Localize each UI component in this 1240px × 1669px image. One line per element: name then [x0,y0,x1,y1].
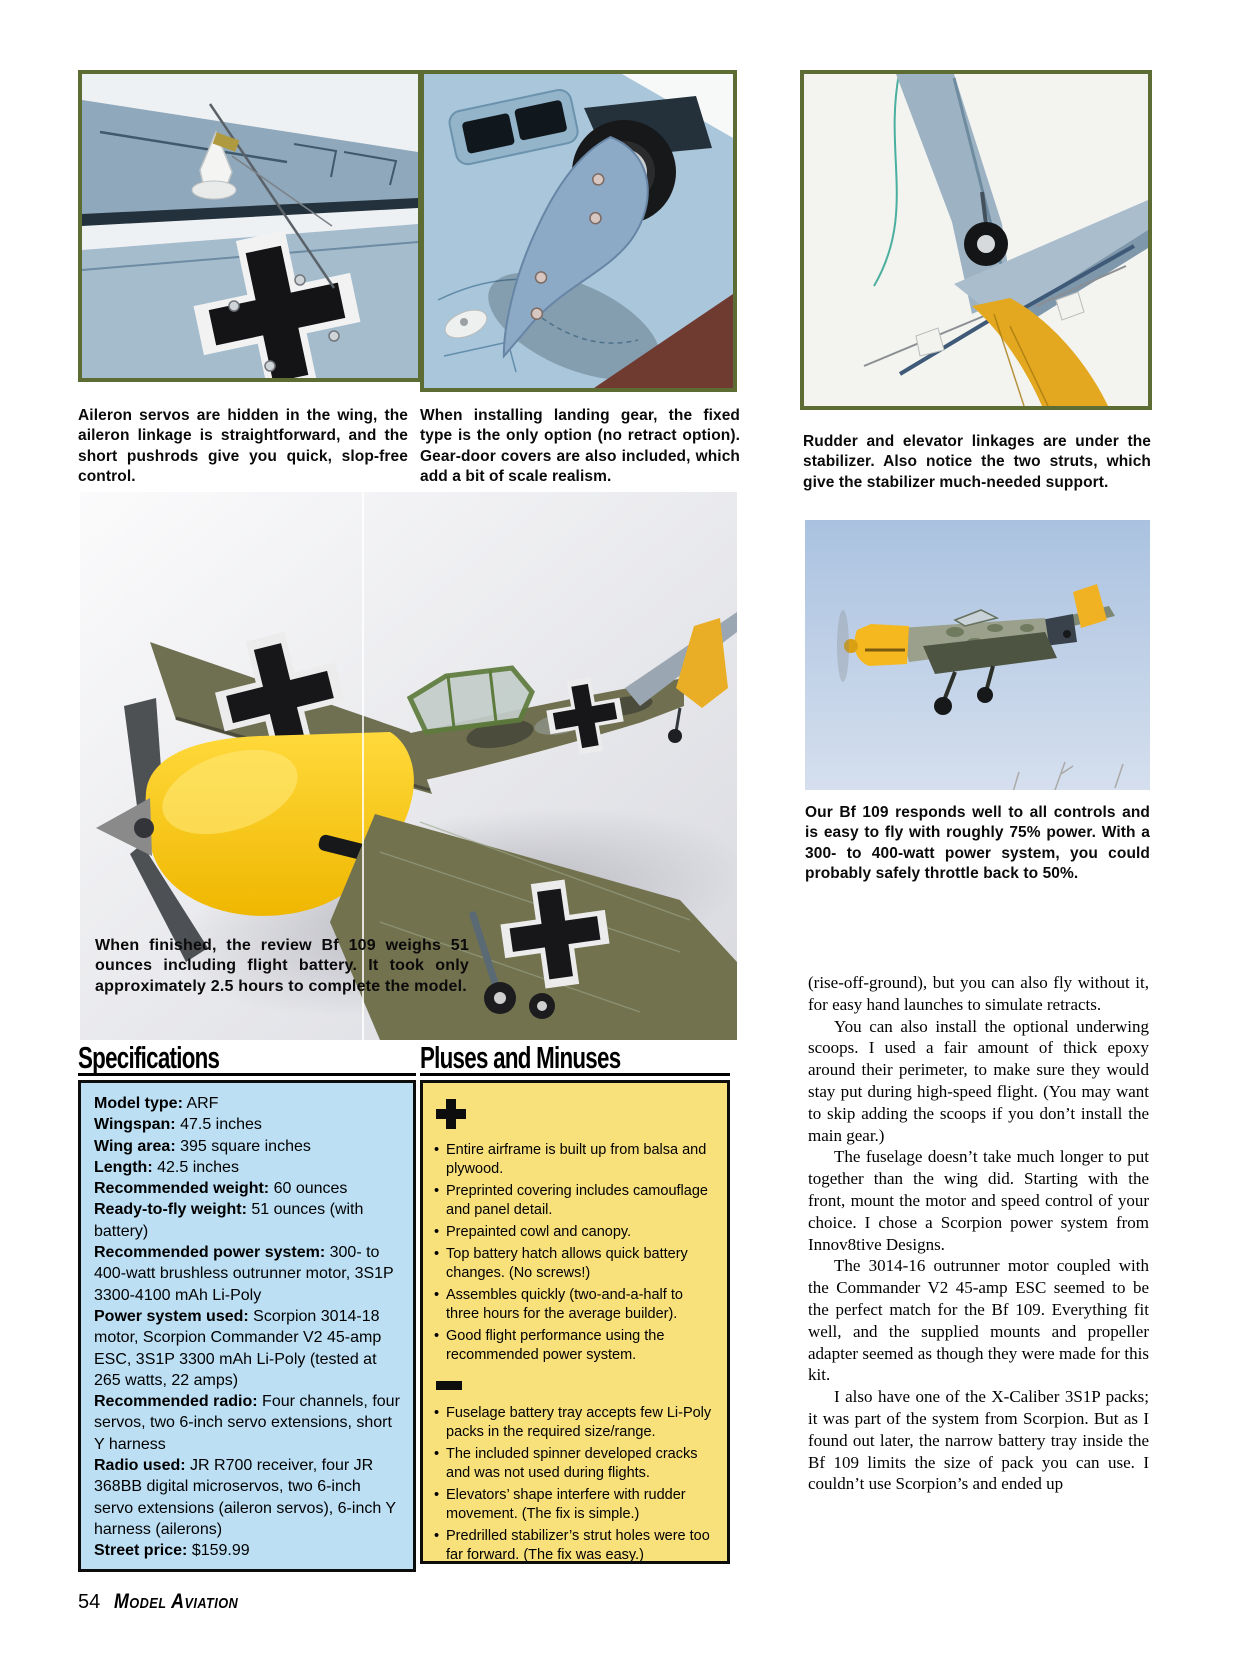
bullet-icon: • [434,1328,440,1344]
minus-item: • Fuselage battery tray accepts few Li-Poly packs in the required size/range. [434,1405,712,1440]
spec-row: Wing area: 395 square inches [94,1137,311,1155]
minus-item: • The included spinner developed cracks and was not used during flights. [434,1446,698,1481]
aileron-servo-photo-art [82,74,418,378]
minus-item: • Predrilled stabilizer’s strut holes were too far forward. (The fix was easy.) [434,1528,710,1563]
specifications-heading-text: Specifications [78,1040,220,1075]
plus-item: • Good flight performance using the recommended power system. [434,1328,665,1363]
aileron-servo-photo [78,70,422,382]
spec-label: Recommended power system: [94,1244,326,1262]
specifications-heading [78,1040,416,1076]
spec-label: Street price: [94,1542,188,1560]
spec-label: Recommended weight: [94,1180,270,1198]
spec-row: Recommended radio: Four channels, four servos, two 6-inch servo extensions, short Y harness [94,1393,400,1453]
flight-photo-caption: Our Bf 109 responds well to all controls and is easy to fly with roughly 75% power. With a 300- to 400-watt power system, you could probably safely throttle back to 50%. [805,804,1150,883]
bullet-icon: • [434,1405,440,1421]
pluses-minuses-heading-text: Pluses and Minuses [420,1040,621,1075]
spec-label: Length: [94,1158,153,1176]
plus-item: • Preprinted covering includes camouflage and panel detail. [434,1183,708,1218]
bullet-icon: • [434,1183,440,1199]
magazine-logo: Model Aviation [114,1590,239,1613]
pluses-minuses-heading [420,1040,730,1076]
aileron-photo-caption: Aileron servos are hidden in the wing, the aileron linkage is straightforward, and the short pushrods give you quick, slop-free control. [78,407,408,486]
bullet-icon: • [434,1528,440,1544]
spec-row: Power system used: Scorpion 3014-18 motor, Scorpion Commander V2 45-amp ESC, 3S1P 3300 mAh Li-Poly (tested at 265 watts, 22 amps) [94,1307,382,1389]
spec-row: Street price: $159.99 [94,1542,250,1560]
pluses-list [434,1141,718,1365]
bullet-icon: • [434,1142,440,1158]
article-paragraph: (rise-off-ground), but you can also fly without it, for easy hand launches to simulate retracts. [808,973,1149,1014]
spec-row: Radio used: JR R700 receiver, four JR 368BB digital microservos, two 6-inch servo extensions (aileron servos), 6-inch Y harness (ailerons) [94,1457,396,1538]
flight-bf109-photo [805,520,1150,790]
article-paragraph: You can also install the optional underwing scoops. I used a fair amount of thick epoxy around their perimeter, to make sure they would stay put during high-speed flight. (You may want to skip adding the scoops if you don’t install the main gear.) [808,1016,1149,1145]
specifications-list [94,1093,400,1562]
spec-label: Recommended radio: [94,1393,258,1411]
minus-item: • Elevators’ shape interfere with rudder movement. (The fix is simple.) [434,1487,686,1522]
minus-icon [436,1381,462,1390]
spec-label: Radio used: [94,1457,186,1475]
spec-label: Model type: [94,1095,183,1112]
article-paragraph: The fuselage doesn’t take much longer to put together than the wing did. Starting with the front, mount the motor and speed control of your choice. I chose a Scorpion power system from Innov8tive Designs. [808,1147,1149,1254]
spec-row: Wingspan: 47.5 inches [94,1116,262,1134]
studio-photo-caption: When finished, the review Bf 109 weighs 51 ounces including flight battery. It took only approximately 2.5 hours to complete the model. [95,937,469,995]
flight-bf109-photo-art [805,520,1150,790]
gear-photo-caption: When installing landing gear, the fixed type is the only option (no retract option). Gear-door covers are also included, which add a bit of scale realism. [420,407,740,486]
bullet-icon: • [434,1287,440,1303]
spec-label: Power system used: [94,1307,249,1325]
minuses-list [434,1404,718,1564]
bullet-icon: • [434,1224,440,1240]
bullet-icon: • [434,1246,440,1262]
specifications-box [78,1080,416,1572]
bullet-icon: • [434,1487,440,1503]
spec-label: Ready-to-fly weight: [94,1201,247,1219]
spec-row: Ready-to-fly weight: 51 ounces (with battery) [94,1201,364,1240]
plus-item: • Entire airframe is built up from balsa and plywood. [434,1142,707,1177]
tail-linkage-photo [800,70,1152,410]
landing-gear-photo-art [424,74,733,388]
plus-icon [436,1099,466,1129]
article-paragraph: I also have one of the X-Caliber 3S1P packs; it was part of the system from Scorpion. But as I found out later, the narrow battery tray inside the Bf 109 limits the size of pack you can use. I couldn’t use Scorpion’s and ended up [808,1387,1149,1494]
article-text-column [808,972,1149,1586]
landing-gear-photo [420,70,737,392]
pluses-minuses-box [420,1080,730,1564]
article-paragraph: The 3014-16 outrunner motor coupled with the Commander V2 45-amp ESC seemed to be the perfect match for the Bf 109. Everything fit well, and the supplied mounts and propeller adapter seemed as though they were made for this kit. [808,1256,1149,1385]
page-footer [78,1590,260,1614]
plus-item: • Assembles quickly (two-and-a-half to three hours for the average builder). [434,1287,683,1322]
tail-photo-caption: Rudder and elevator linkages are under the stabilizer. Also notice the two struts, which give the stabilizer much-needed support. [803,433,1151,491]
plus-item: • Top battery hatch allows quick battery changes. (No screws!) [434,1246,688,1281]
spec-row: Recommended power system: 300- to 400-watt brushless outrunner motor, 3S1P 3300-4100 mAh Li-Poly [94,1244,394,1304]
spec-label: Wingspan: [94,1116,176,1134]
spec-row: Model type: ARF [94,1095,219,1112]
tail-linkage-photo-art [804,74,1148,406]
spec-label: Wing area: [94,1137,176,1155]
page-number: 54 [78,1591,101,1613]
spec-row: Length: 42.5 inches [94,1158,239,1176]
bullet-icon: • [434,1446,440,1462]
spec-row: Recommended weight: 60 ounces [94,1180,348,1198]
plus-item: • Prepainted cowl and canopy. [434,1224,632,1240]
